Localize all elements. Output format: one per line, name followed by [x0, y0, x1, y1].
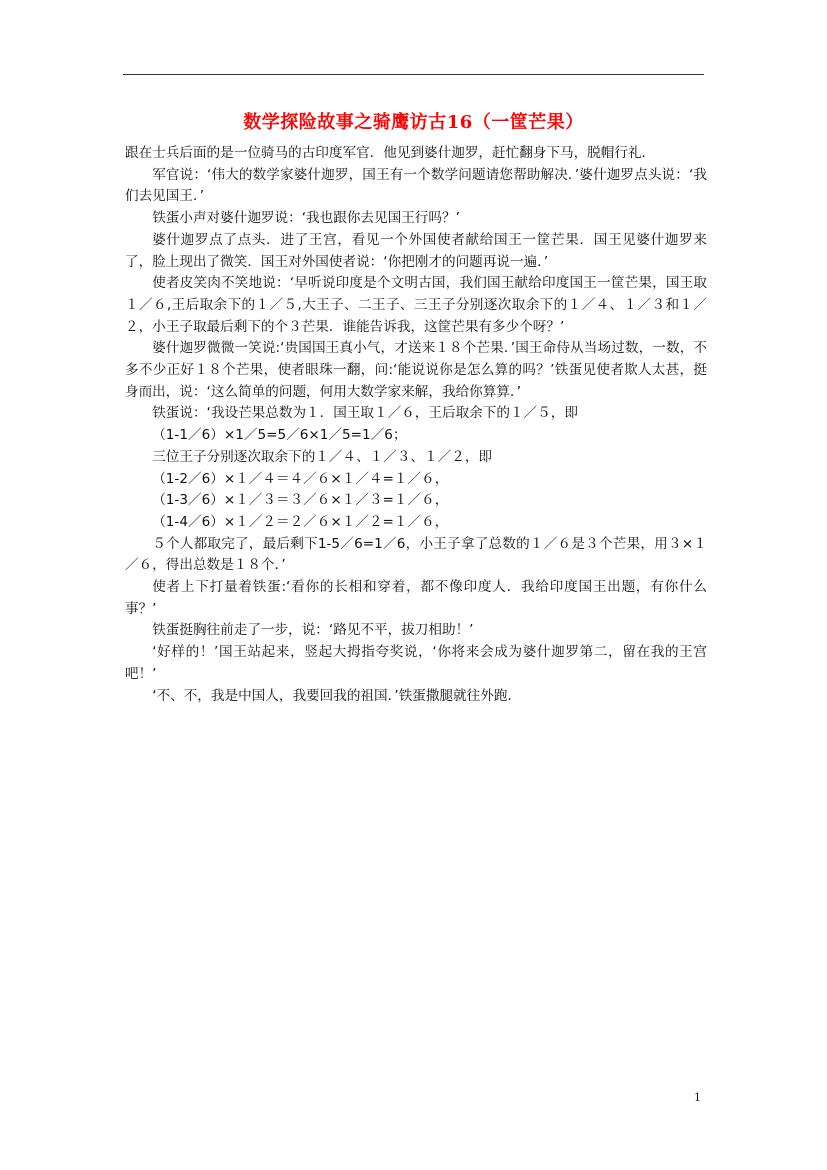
paragraph: 军官说：‘伟大的数学家婆什迦罗，国王有一个数学问题请您帮助解决．’婆什迦罗点头说：‘我们去见国王．’: [125, 166, 707, 205]
paragraph: 跟在士兵后面的是一位骑马的古印度军官．他见到婆什迦罗，赶忙翻身下马，脱帽行礼．: [125, 145, 656, 161]
equation-line: （1-4／6）×１／２＝２／６×１／２=１／６，: [152, 513, 449, 530]
header-rule: [123, 74, 704, 75]
equation-line: （1-1／6）×1／5=5／6×1／5=1／6；: [152, 427, 407, 444]
document-body: [125, 143, 707, 707]
paragraph: 铁蛋小声对婆什迦罗说：‘我也跟你去见国王行吗？’: [152, 210, 460, 227]
equation-line: （1-3／6）×１／３＝３／６×１／３=１／６，: [152, 492, 449, 509]
page-number: 1: [694, 1091, 701, 1104]
paragraph: 三位王子分别逐次取余下的１／４、１／３、１／２，即: [152, 448, 493, 465]
paragraph: 婆什迦罗微微一笑说:‘贵国国王真小气，才送来１８个芒果．’国王命侍从当场过数，一数，不多不少正好１８个芒果，使者眼珠一翻，问:‘能说说你是怎么算的吗？’铁蛋见使者欺人太甚，挺身而出，说：‘这么简单的问题，何用大数学家来解，我给你算算．’: [125, 340, 707, 400]
paragraph: 使者上下打量着铁蛋:‘看你的长相和穿着，都不像印度人．我给印度国王出题，有你什么事？’: [125, 579, 707, 617]
equation-line: （1-2／6）×１／４＝４／６×１／４=１／６，: [152, 470, 449, 487]
paragraph: 铁蛋挺胸往前走了一步，说：‘路见不平，拔刀相助！’: [152, 622, 474, 639]
document-title: 数学探险故事之骑鹰访古16（一筐芒果）: [243, 112, 584, 133]
paragraph: ５个人都取完了，最后剩下1-5／6=1／6，小王子拿了总数的１／６是３个芒果，用３×１／６，得出总数是１８个．’: [125, 535, 707, 574]
paragraph: 铁蛋说：‘我设芒果总数为１．国王取１／６，王后取余下的１／５，即: [152, 405, 578, 422]
paragraph: ‘不、不，我是中国人，我要回我的祖国．’铁蛋撒腿就往外跑．: [152, 687, 522, 704]
paragraph: 婆什迦罗点了点头．进了王宫，看见一个外国使者献给国王一筐芒果．国王见婆什迦罗来了，脸上现出了微笑．国王对外国使者说：‘你把刚才的问题再说一遍．’: [125, 231, 707, 270]
paragraph: 使者皮笑肉不笑地说：‘早听说印度是个文明古国，我们国王献给印度国王一筐芒果，国王取１／６,王后取余下的１／５,大王子、二王子、三王子分别逐次取余下的１／４、１／３和１／２，小王子取最后剩下的个３芒果．谁能告诉我，这筐芒果有多少个呀？’: [125, 275, 707, 335]
paragraph: ‘好样的！’国王站起来，竖起大拇指夸奖说，‘你将来会成为婆什迦罗第二，留在我的王宫吧！’: [125, 644, 707, 682]
